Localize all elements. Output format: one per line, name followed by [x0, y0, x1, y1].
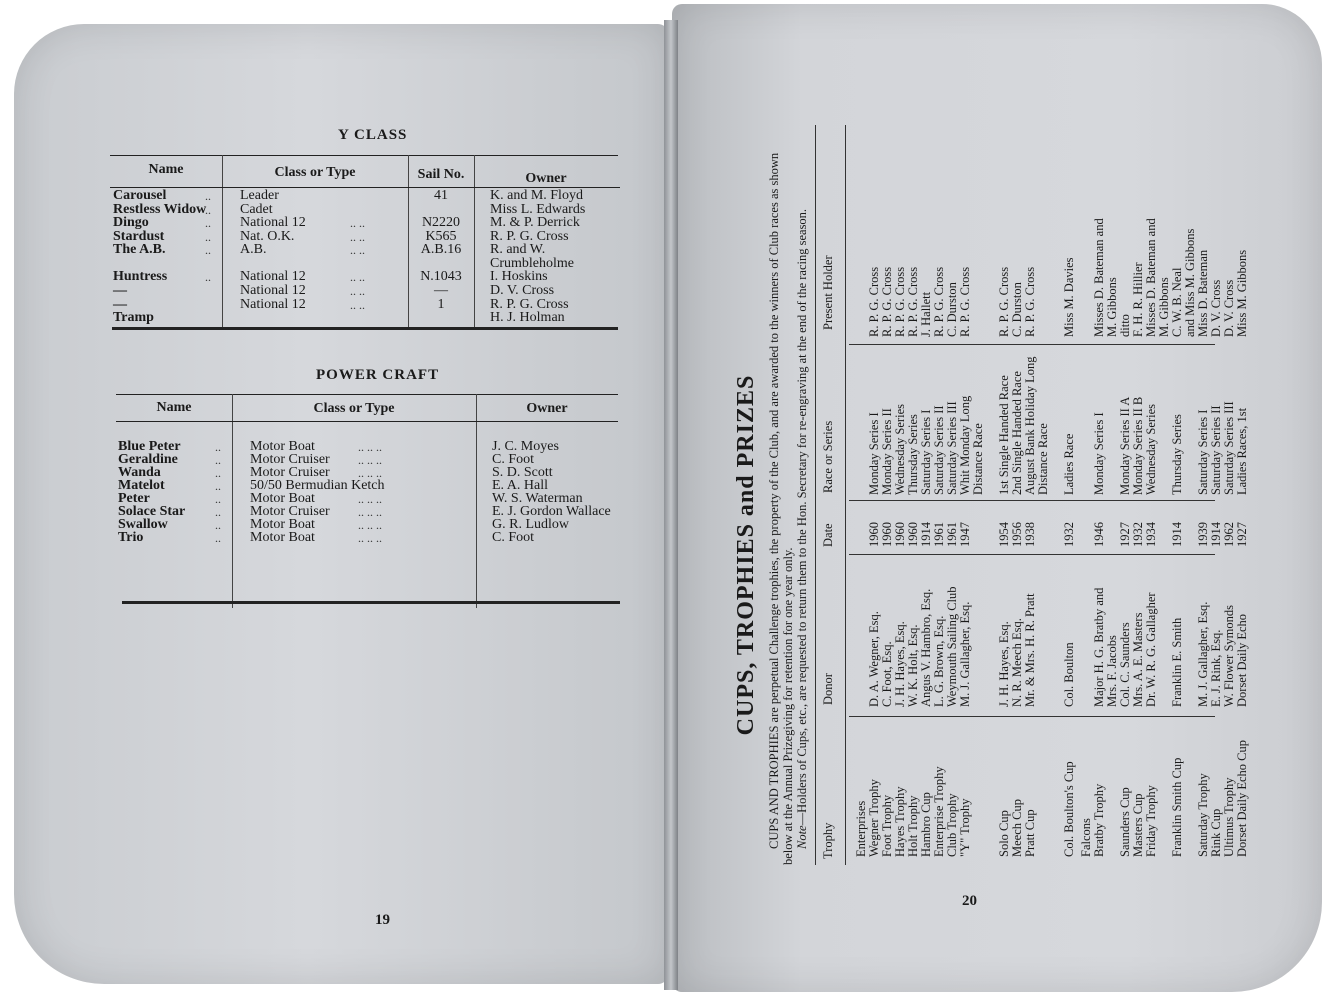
trophy-trophy: Saturday Trophy — [1196, 773, 1210, 857]
trophy-date: 1961 — [945, 522, 959, 547]
power-craft-bottom-rule — [122, 601, 620, 604]
power-craft-type: Motor Boat — [250, 491, 315, 506]
trophy-date: 1932 — [1131, 522, 1145, 547]
y-class-type: National 12 — [240, 297, 306, 312]
trophy-race: Distance Race — [971, 423, 985, 495]
leader-dots: .. — [215, 518, 221, 532]
y-class-name: Stardust — [113, 229, 165, 244]
y-class-sail: N.1043 — [420, 269, 462, 284]
trophy-trophy: Friday Trophy — [1144, 785, 1158, 857]
header-race: Race or Series — [821, 420, 835, 493]
trophy-donor: L. G. Brown, Esq. — [932, 615, 946, 707]
trophy-trophy: Meech Cup — [1010, 799, 1024, 857]
trophy-race: Monday Series II — [880, 408, 894, 495]
y-class-owner: D. V. Cross — [490, 283, 555, 298]
trophy-race: Wednesday Series — [893, 404, 907, 495]
trophy-donor: Col. C. Saunders — [1118, 622, 1132, 707]
trophy-holder: R. P. G. Cross — [958, 266, 972, 337]
trophy-holder: Miss M. Davies — [1062, 257, 1076, 337]
trophy-donor: J. H. Hayes, Esq. — [997, 621, 1011, 707]
trophy-donor: Mrs. F. Jacobs — [1105, 635, 1119, 707]
group-label: Enterprises — [854, 800, 868, 857]
trophy-col-divider — [849, 344, 1215, 345]
trophy-race: 2nd Single Handed Race — [1010, 371, 1024, 495]
book-spine — [664, 20, 678, 990]
y-class-name: Huntress — [113, 269, 168, 284]
trophy-trophy: Hambro Cup — [919, 792, 933, 857]
y-class-name: — — [113, 283, 127, 298]
power-craft-owner: C. Foot — [492, 452, 535, 467]
power-craft-name: Solace Star — [118, 504, 186, 519]
trophy-trophy: Franklin Smith Cup — [1170, 757, 1184, 857]
y-class-owner: R. and W. — [490, 242, 546, 257]
trophy-trophy: Masters Cup — [1131, 793, 1145, 857]
y-class-sail: 41 — [434, 188, 448, 203]
leader-dots: .. .. .. — [358, 531, 382, 545]
trophy-race: Monday Series II B — [1131, 396, 1145, 495]
trophy-holder: R. P. G. Cross — [1023, 266, 1037, 337]
trophy-holder: C. Durston — [1010, 282, 1024, 337]
trophy-donor: E. J. Rink, Esq. — [1209, 629, 1223, 707]
trophy-donor: Dr. W. R. G. Gallagher — [1144, 592, 1158, 707]
power-craft-header-name: Name — [156, 400, 192, 415]
power-craft-type: Motor Boat — [250, 530, 315, 545]
trophy-race: Monday Series I — [867, 412, 881, 495]
trophy-date: 1960 — [867, 522, 881, 547]
leader-dots: .. .. — [350, 270, 365, 284]
leader-dots: .. — [205, 270, 211, 284]
leader-dots: .. — [215, 505, 221, 519]
leader-dots: .. — [205, 203, 211, 217]
leader-dots: .. .. .. — [358, 466, 382, 480]
page-number-right: 20 — [962, 893, 977, 909]
y-class-sail: A.B.16 — [420, 242, 462, 257]
intro-text — [767, 125, 809, 865]
trophy-trophy: Bratby Trophy — [1092, 783, 1106, 857]
trophy-trophy: Pratt Cup — [1023, 809, 1037, 857]
trophy-race: Monday Series I — [1092, 412, 1106, 495]
y-class-name: The A.B. — [113, 242, 166, 257]
trophy-donor: D. A. Wegner, Esq. — [867, 611, 881, 707]
leader-dots: .. — [215, 531, 221, 545]
leader-dots: .. .. — [350, 284, 365, 298]
power-craft-name: Blue Peter — [118, 439, 181, 454]
trophy-holder: and Miss M. Gibbons — [1183, 228, 1197, 337]
trophy-holder: Misses D. Bateman and — [1144, 218, 1158, 337]
trophy-trophy: Holt Trophy — [906, 795, 920, 857]
header-date: Date — [821, 523, 835, 547]
power-craft-owner: W. S. Waterman — [492, 491, 583, 506]
trophy-holder: Misses D. Bateman and — [1092, 218, 1106, 337]
y-class-header-sail: Sail No. — [417, 167, 465, 182]
trophy-date: 1934 — [1144, 522, 1158, 547]
page-number-left: 19 — [375, 912, 390, 928]
trophy-donor: Dorset Daily Echo — [1235, 613, 1249, 707]
power-craft-col-divider — [476, 394, 477, 608]
y-class-owner: Miss L. Edwards — [490, 202, 586, 217]
trophy-date: 1962 — [1222, 522, 1236, 547]
trophy-date: 1960 — [880, 522, 894, 547]
trophy-trophy: "Y" Trophy — [958, 798, 972, 857]
trophy-date: 1914 — [1209, 522, 1223, 547]
trophy-trophy: Foot Trophy — [880, 794, 894, 857]
trophy-donor: Mr. & Mrs. H. R. Pratt — [1023, 593, 1037, 707]
trophy-holder: R. P. G. Cross — [906, 266, 920, 337]
power-craft-top-rule — [116, 394, 618, 395]
leader-dots: .. .. .. — [358, 518, 382, 532]
power-craft-name: Wanda — [118, 465, 161, 480]
intro-lead: CUPS AND TROPHIES — [767, 725, 781, 849]
leader-dots: .. — [215, 479, 221, 493]
y-class-title: Y CLASS — [338, 127, 408, 143]
trophy-holder: M. Gibbons — [1157, 277, 1171, 337]
leader-dots: .. .. .. — [358, 453, 382, 467]
trophy-race: Wednesday Series — [1144, 404, 1158, 495]
trophy-date: 1939 — [1196, 522, 1210, 547]
power-craft-type: Motor Cruiser — [250, 465, 330, 480]
group-label: Falcons — [1079, 818, 1093, 857]
power-craft-type: Motor Boat — [250, 517, 315, 532]
trophy-holder: R. P. G. Cross — [932, 266, 946, 337]
y-class-top-rule — [110, 155, 618, 156]
leader-dots: .. — [215, 453, 221, 467]
power-craft-name: Geraldine — [118, 452, 178, 467]
leader-dots: .. .. — [350, 243, 365, 257]
trophy-table-header-rule — [845, 125, 846, 865]
trophy-donor: W. Flower Symonds — [1222, 605, 1236, 707]
trophy-donor: Major H. G. Bratby and — [1092, 587, 1106, 707]
trophy-trophy: Hayes Trophy — [893, 786, 907, 857]
trophy-holder: R. P. G. Cross — [997, 266, 1011, 337]
trophy-race: Saturday Series II — [1209, 405, 1223, 495]
trophy-donor: Franklin E. Smith — [1170, 617, 1184, 707]
power-craft-type: Motor Cruiser — [250, 504, 330, 519]
power-craft-title: POWER CRAFT — [316, 367, 440, 383]
trophy-holder: Miss D. Bateman — [1196, 249, 1210, 337]
trophy-donor: M. J. Gallagher, Esq. — [958, 601, 972, 707]
power-craft-header-class: Class or Type — [313, 401, 395, 416]
header-donor: Donor — [821, 673, 835, 705]
trophy-holder: C. W. B. Neal — [1170, 267, 1184, 337]
y-class-header-owner: Owner — [525, 171, 567, 186]
trophy-trophy: Col. Boulton's Cup — [1062, 761, 1076, 857]
trophy-holder: M. Gibbons — [1105, 277, 1119, 337]
leader-dots: .. — [205, 243, 211, 257]
trophy-race: Saturday Series II — [932, 405, 946, 495]
power-craft-owner: E. A. Hall — [492, 478, 548, 493]
y-class-owner: I. Hoskins — [490, 269, 548, 284]
power-craft-name: Matelot — [118, 478, 165, 493]
trophy-date: 1954 — [997, 522, 1011, 547]
y-class-name: Tramp — [113, 310, 154, 325]
cups-trophies-title: CUPS, TROPHIES and PRIZES — [733, 374, 759, 736]
header-trophy: Trophy — [821, 822, 835, 859]
y-class-type: Cadet — [240, 202, 273, 217]
power-craft-owner: J. C. Moyes — [492, 439, 559, 454]
trophy-donor: N. R. Meech Esq. — [1010, 618, 1024, 707]
y-class-type: National 12 — [240, 215, 306, 230]
trophy-race: Saturday Series III — [1222, 401, 1236, 495]
leader-dots: .. — [205, 189, 211, 203]
power-craft-name: Swallow — [118, 517, 168, 532]
y-class-header-name: Name — [148, 162, 184, 177]
trophy-holder: J. Hallett — [919, 291, 933, 337]
trophy-trophy: Rink Cup — [1209, 808, 1223, 857]
leader-dots: .. .. .. — [358, 440, 382, 454]
y-class-type: Leader — [240, 188, 279, 203]
power-craft-name: Trio — [118, 530, 144, 545]
trophy-trophy: Solo Cup — [997, 810, 1011, 857]
trophy-col-divider — [849, 500, 1215, 501]
trophy-holder: D. V. Cross — [1209, 279, 1223, 337]
trophy-donor: W. K. Holt, Esq. — [906, 624, 920, 707]
power-craft-col-divider — [232, 394, 233, 608]
power-craft-owner: G. R. Ludlow — [492, 517, 569, 532]
note-lead: Note — [795, 825, 809, 849]
trophy-race: Ladies Race — [1062, 433, 1076, 495]
leader-dots: .. — [205, 216, 211, 230]
y-class-type: National 12 — [240, 283, 306, 298]
leader-dots: .. — [215, 492, 221, 506]
power-craft-type: Motor Boat — [250, 439, 315, 454]
trophy-donor: Mrs. A. E. Masters — [1131, 612, 1145, 707]
y-class-type: Nat. O.K. — [240, 229, 295, 244]
trophy-race: Thursday Series — [1170, 414, 1184, 495]
y-class-owner: H. J. Holman — [490, 310, 565, 325]
leader-dots: .. .. .. — [358, 492, 382, 506]
trophy-col-divider — [849, 554, 1215, 555]
trophy-race: Distance Race — [1036, 423, 1050, 495]
trophy-date: 1938 — [1023, 522, 1037, 547]
trophy-date: 1927 — [1118, 522, 1132, 547]
y-class-sail: K565 — [425, 229, 457, 244]
trophy-race: August Bank Holiday Long — [1023, 356, 1037, 495]
trophy-date: 1927 — [1235, 522, 1249, 547]
trophy-date: 1960 — [893, 522, 907, 547]
power-craft-owner: S. D. Scott — [492, 465, 553, 480]
y-class-owner: R. P. G. Cross — [490, 229, 569, 244]
y-class-sail: 1 — [437, 297, 445, 312]
trophy-col-divider — [849, 716, 1215, 717]
trophy-date: 1960 — [906, 522, 920, 547]
trophy-donor: Col. Boulton — [1062, 642, 1076, 707]
header-holder: Present Holder — [821, 255, 835, 330]
leader-dots: .. — [215, 466, 221, 480]
y-class-sail: N2220 — [421, 215, 461, 230]
trophy-race: Saturday Series III — [945, 401, 959, 495]
power-craft-owner: C. Foot — [492, 530, 535, 545]
y-class-type: National 12 — [240, 269, 306, 284]
trophy-donor: C. Foot, Esq. — [880, 641, 894, 707]
y-class-owner: Crumbleholme — [490, 256, 574, 271]
trophy-date: 1946 — [1092, 522, 1106, 547]
y-class-name: Restless Widow — [113, 202, 207, 217]
trophy-date: 1932 — [1062, 522, 1076, 547]
y-class-name: — — [113, 297, 127, 312]
trophy-race: Ladies Races, 1st — [1235, 407, 1249, 495]
trophy-race: 1st Single Handed Race — [997, 375, 1011, 495]
trophy-date: 1914 — [919, 522, 933, 547]
leader-dots: .. — [215, 440, 221, 454]
trophy-trophy: Dorset Daily Echo Cup — [1235, 740, 1249, 857]
trophy-race: Whit Monday Long — [958, 395, 972, 495]
trophy-donor: M. J. Gallagher, Esq. — [1196, 601, 1210, 707]
trophy-table — [815, 125, 1249, 865]
trophy-date: 1914 — [1170, 522, 1184, 547]
trophy-holder: F. H. R. Hillier — [1131, 262, 1145, 337]
trophy-donor: J. H. Hayes, Esq. — [893, 621, 907, 707]
note-body: —Holders of Cups, etc., are requested to return them to the Hon. Secretary for re-engraving at the end of the racing season. — [795, 208, 809, 826]
trophy-holder: R. P. G. Cross — [893, 266, 907, 337]
trophy-race: Saturday Series I — [1196, 409, 1210, 495]
power-craft-header-rule — [116, 421, 618, 422]
power-craft-type: 50/50 Bermudian Ketch — [250, 478, 385, 493]
trophy-holder: Miss M. Gibbons — [1235, 249, 1249, 337]
trophy-trophy: Saunders Cup — [1118, 787, 1132, 857]
trophy-date: 1961 — [932, 522, 946, 547]
y-class-header-class: Class or Type — [274, 165, 356, 180]
trophy-trophy: Ultimus Trophy — [1222, 777, 1236, 857]
trophy-donor: Weymouth Sailing Club — [945, 586, 959, 707]
trophy-trophy: Club Trophy — [945, 793, 959, 857]
y-class-type: A.B. — [240, 242, 267, 257]
leader-dots: .. — [205, 230, 211, 244]
y-class-name: Dingo — [113, 215, 149, 230]
y-class-owner: K. and M. Floyd — [490, 188, 583, 203]
leader-dots: .. .. — [350, 216, 365, 230]
trophy-donor: Angus V. Hambro, Esq. — [919, 588, 933, 707]
leader-dots: .. .. — [350, 298, 365, 312]
trophy-table-top-rule — [815, 125, 816, 865]
y-class-bottom-rule — [112, 327, 618, 330]
power-craft-type: Motor Cruiser — [250, 452, 330, 467]
y-class-sail: — — [434, 283, 448, 298]
trophy-holder: C. Durston — [945, 282, 959, 337]
y-class-name: Carousel — [113, 188, 167, 203]
trophy-holder: R. P. G. Cross — [880, 266, 894, 337]
trophy-holder: D. V. Cross — [1222, 279, 1236, 337]
trophy-trophy: Enterprise Trophy — [932, 766, 946, 857]
trophy-date: 1947 — [958, 522, 972, 547]
leader-dots: .. .. — [350, 230, 365, 244]
trophy-trophy: Wegner Trophy — [867, 779, 881, 857]
trophy-race: Monday Series II A — [1118, 396, 1132, 495]
intro-body: are perpetual Challenge trophies, the property of the Club, and are awarded to the winners of Club races as shown below at the Annual Prizegiving for retention for one year only. — [767, 152, 795, 865]
trophy-holder: ditto — [1118, 314, 1132, 337]
y-class-owner: M. & P. Derrick — [490, 215, 580, 230]
trophy-date: 1956 — [1010, 522, 1024, 547]
y-class-owner: R. P. G. Cross — [490, 297, 569, 312]
trophy-race: Thursday Series — [906, 414, 920, 495]
power-craft-header-owner: Owner — [526, 401, 568, 416]
trophy-holder: R. P. G. Cross — [867, 266, 881, 337]
trophy-race: Saturday Series I — [919, 409, 933, 495]
power-craft-owner: E. J. Gordon Wallace — [492, 504, 611, 519]
power-craft-name: Peter — [118, 491, 150, 506]
cups-trophies-section — [733, 125, 1249, 865]
leader-dots: .. .. .. — [358, 505, 382, 519]
